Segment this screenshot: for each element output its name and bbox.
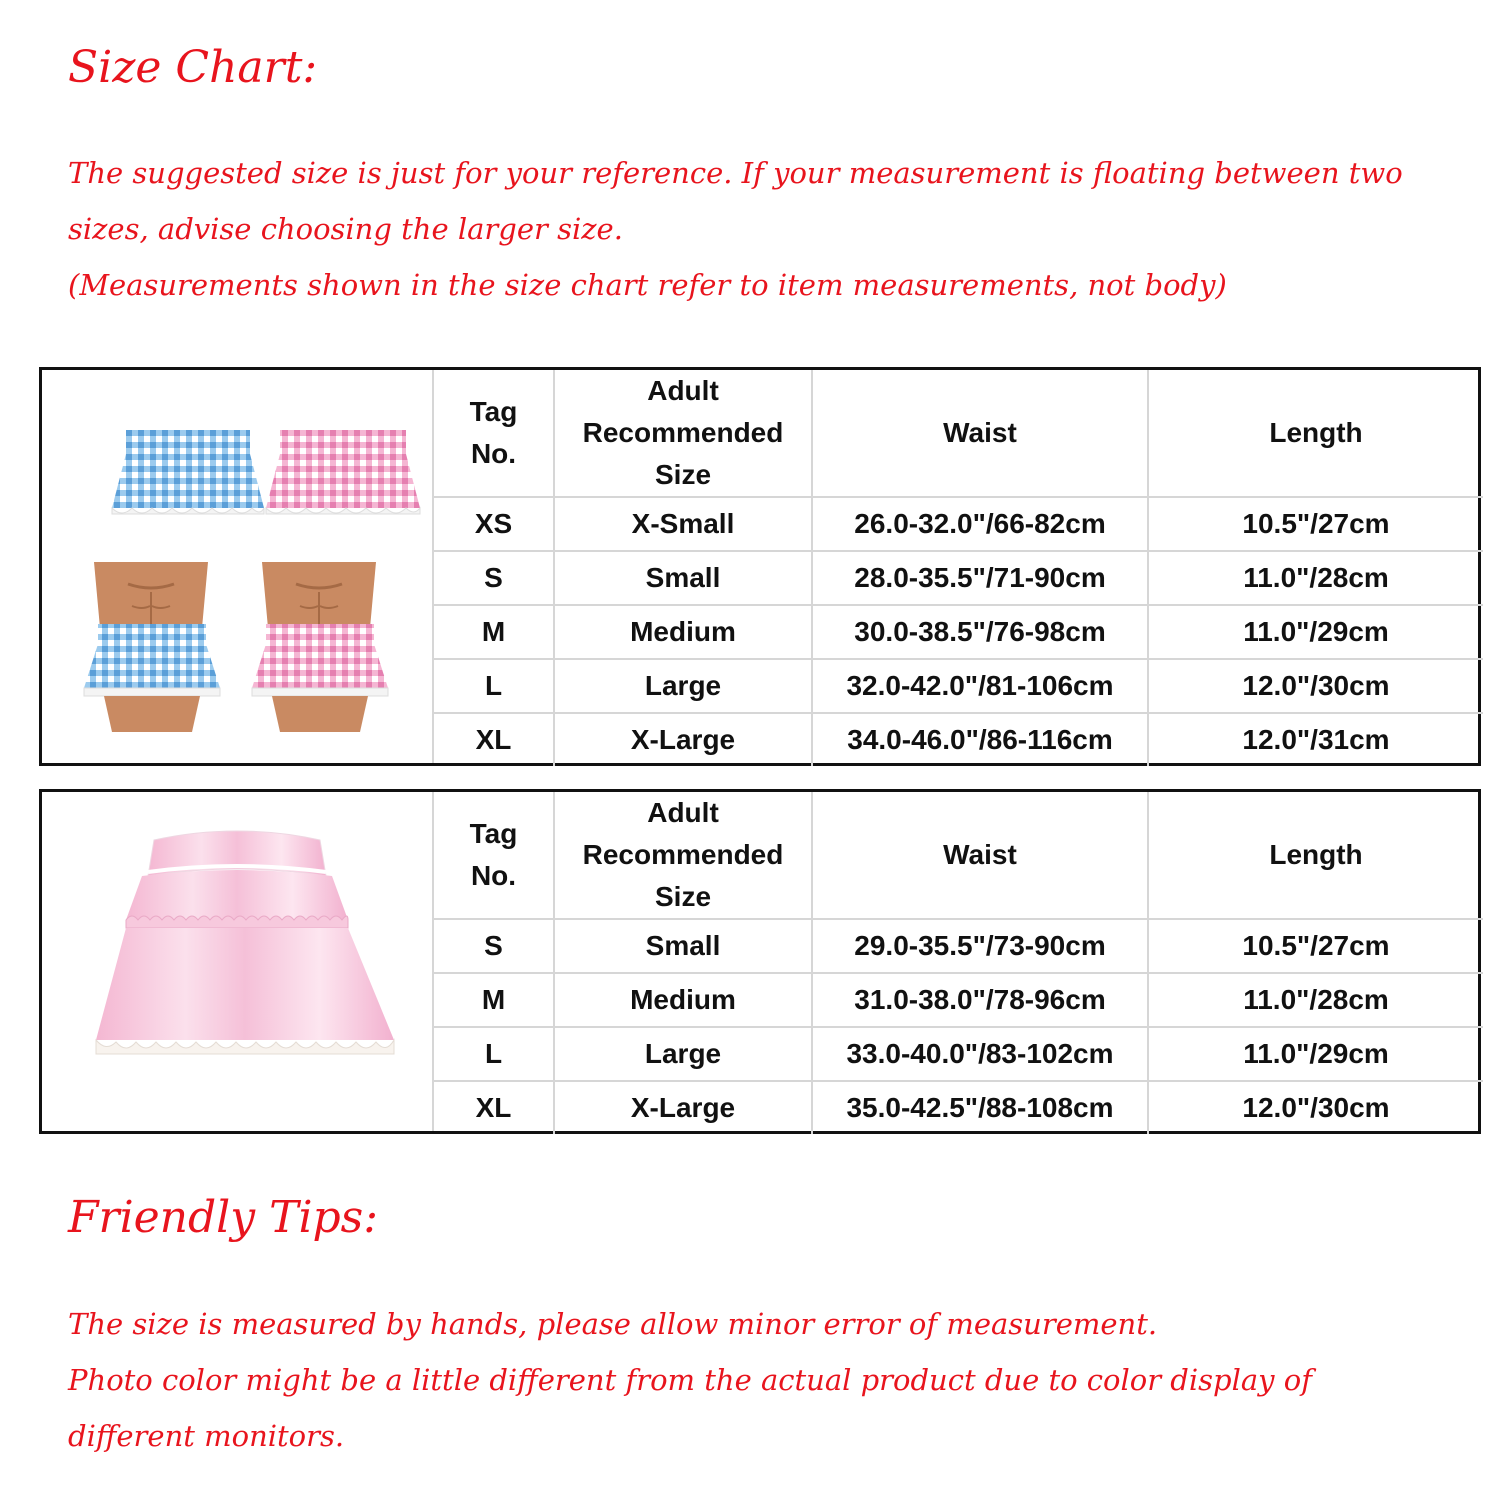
cell-tag: XL <box>434 713 554 766</box>
col-header-waist: Waist <box>812 792 1148 919</box>
col-header-tag-line-1: Tag <box>469 818 518 849</box>
blue-skirt-front <box>112 430 264 514</box>
cell-length: 11.0"/28cm <box>1148 973 1483 1027</box>
cell-size: Large <box>554 1027 812 1081</box>
table-row <box>434 919 1483 973</box>
size-note-line-3: (Measurements shown in the size chart refer to item measurements, not body) <box>68 268 1227 302</box>
cell-tag: XL <box>434 1081 554 1134</box>
col-header-tag-line-2: No. <box>470 860 517 891</box>
col-header-recommended-line-2: Recommended <box>582 417 784 448</box>
blue-skirt-model <box>84 562 220 732</box>
cell-length: 11.0"/29cm <box>1148 1027 1483 1081</box>
col-header-length: Length <box>1148 792 1483 919</box>
size-grid-2 <box>434 792 1483 1134</box>
table-row <box>434 973 1483 1027</box>
cell-waist: 30.0-38.5"/76-98cm <box>812 605 1148 659</box>
tips-line-1: The size is measured by hands, please allow minor error of measurement. <box>68 1307 1158 1341</box>
size-note-line-2: sizes, advise choosing the larger size. <box>68 212 623 246</box>
pink-skirt-model <box>252 562 388 732</box>
satin-skirt <box>96 831 394 1054</box>
cell-length: 11.0"/29cm <box>1148 605 1483 659</box>
col-header-recommended-line-2: Recommended <box>582 839 784 870</box>
cell-tag: M <box>434 605 554 659</box>
cell-size: X-Large <box>554 713 812 766</box>
col-header-recommended-line-1: Adult <box>647 375 719 406</box>
cell-waist: 32.0-42.0"/81-106cm <box>812 659 1148 713</box>
header-row <box>434 792 1483 919</box>
cell-size: Medium <box>554 973 812 1027</box>
cell-tag: L <box>434 659 554 713</box>
col-header-recommended <box>554 370 812 497</box>
cell-length: 12.0"/30cm <box>1148 659 1483 713</box>
table-row <box>434 605 1483 659</box>
cell-size: Large <box>554 659 812 713</box>
tips-title: Friendly Tips: <box>68 1192 379 1243</box>
cell-length: 11.0"/28cm <box>1148 551 1483 605</box>
gingham-skirts-illustration <box>42 370 432 763</box>
table-row <box>434 1081 1483 1134</box>
col-header-tag <box>434 370 554 497</box>
pink-skirt-front <box>266 430 420 514</box>
cell-waist: 33.0-40.0"/83-102cm <box>812 1027 1148 1081</box>
product-image-gingham <box>42 370 434 763</box>
size-table-gingham <box>39 367 1481 766</box>
col-header-tag <box>434 792 554 919</box>
cell-size: X-Small <box>554 497 812 551</box>
table-row <box>434 497 1483 551</box>
col-header-recommended-line-3: Size <box>654 881 712 912</box>
cell-waist: 26.0-32.0"/66-82cm <box>812 497 1148 551</box>
cell-tag: M <box>434 973 554 1027</box>
cell-waist: 31.0-38.0"/78-96cm <box>812 973 1148 1027</box>
cell-length: 10.5"/27cm <box>1148 919 1483 973</box>
cell-waist: 28.0-35.5"/71-90cm <box>812 551 1148 605</box>
table-row <box>434 713 1483 766</box>
page-title: Size Chart: <box>68 42 318 93</box>
tips-line-2: Photo color might be a little different from the actual product due to color display of <box>68 1363 1312 1397</box>
cell-waist: 35.0-42.5"/88-108cm <box>812 1081 1148 1134</box>
cell-waist: 29.0-35.5"/73-90cm <box>812 919 1148 973</box>
cell-tag: S <box>434 551 554 605</box>
tips-text <box>68 1296 1468 1464</box>
cell-size: Small <box>554 919 812 973</box>
cell-size: X-Large <box>554 1081 812 1134</box>
size-table-satin <box>39 789 1481 1134</box>
table-row <box>434 551 1483 605</box>
size-note <box>68 145 1468 313</box>
cell-length: 12.0"/30cm <box>1242 1092 1390 1123</box>
cell-tag: XS <box>434 497 554 551</box>
cell-length: 12.0"/31cm <box>1242 724 1390 755</box>
size-grid-1 <box>434 370 1483 766</box>
cell-size: Medium <box>554 605 812 659</box>
product-image-satin <box>42 792 434 1131</box>
col-header-recommended-line-3: Size <box>654 459 712 490</box>
cell-length: 10.5"/27cm <box>1148 497 1483 551</box>
col-header-tag-line-1: Tag <box>469 396 518 427</box>
col-header-tag-line-2: No. <box>470 438 517 469</box>
cell-tag: L <box>434 1027 554 1081</box>
cell-waist: 34.0-46.0"/86-116cm <box>812 713 1148 766</box>
header-row <box>434 370 1483 497</box>
col-header-recommended <box>554 792 812 919</box>
tips-line-3: different monitors. <box>68 1419 345 1453</box>
satin-skirt-illustration <box>42 792 432 1131</box>
table-row <box>434 659 1483 713</box>
size-note-line-1: The suggested size is just for your reference. If your measurement is floating between two <box>68 156 1403 190</box>
col-header-recommended-line-1: Adult <box>647 797 719 828</box>
cell-tag: S <box>434 919 554 973</box>
col-header-length: Length <box>1148 370 1483 497</box>
table-row <box>434 1027 1483 1081</box>
cell-size: Small <box>554 551 812 605</box>
col-header-waist: Waist <box>812 370 1148 497</box>
